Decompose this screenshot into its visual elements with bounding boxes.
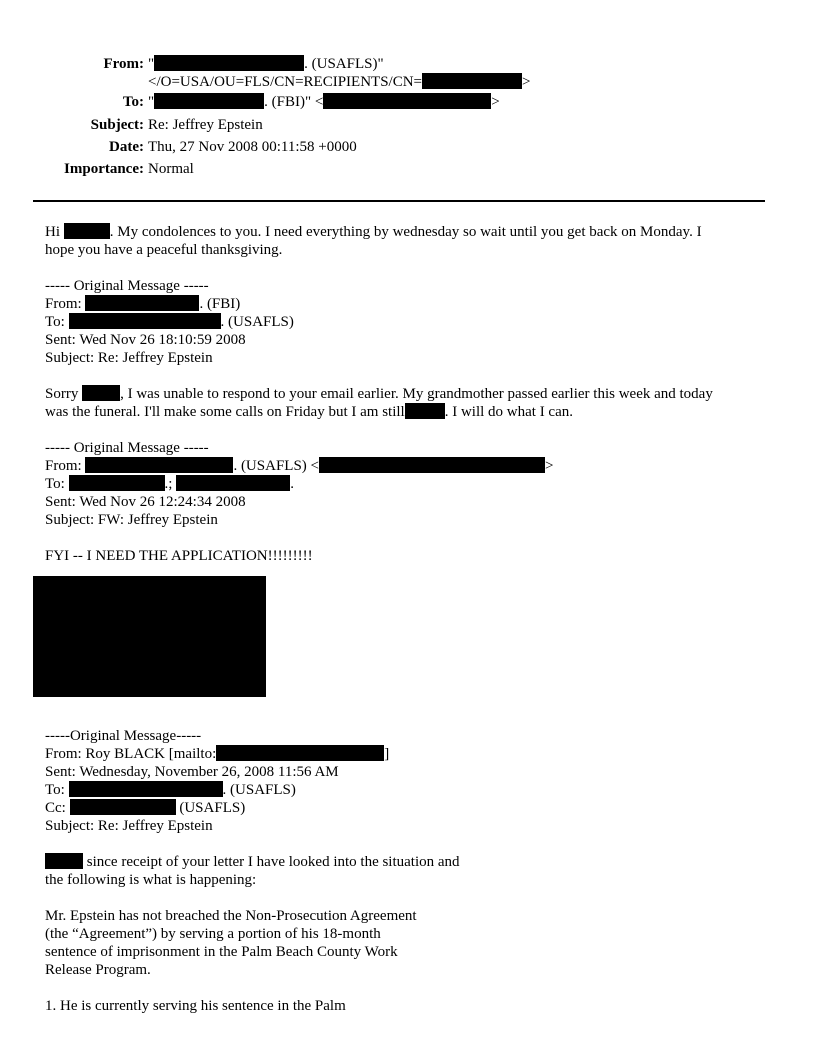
redaction — [69, 313, 221, 329]
message-separator: ----- Original Message ----- — [45, 440, 209, 456]
subject-line: Subject: Re: Jeffrey Epstein — [45, 818, 213, 834]
message-separator: ----- Original Message ----- — [45, 278, 209, 294]
body-line: sentence of imprisonment in the Palm Beach County Work — [45, 944, 398, 960]
subject-line: Subject: Re: Jeffrey Epstein — [45, 350, 213, 366]
redaction — [64, 223, 110, 239]
sent-line: Sent: Wed Nov 26 12:24:34 2008 — [45, 494, 246, 510]
subject-line: Subject: FW: Jeffrey Epstein — [45, 512, 218, 528]
redaction — [69, 475, 165, 491]
redaction — [69, 781, 223, 797]
sent-line: Sent: Wed Nov 26 18:10:59 2008 — [45, 332, 246, 348]
body-line: (the “Agreement”) by serving a portion of his 18-month — [45, 926, 381, 942]
redaction — [176, 475, 290, 491]
body-line: hope you have a peaceful thanksgiving. — [45, 242, 283, 258]
subject-label: Subject: — [90, 117, 144, 133]
redaction — [85, 295, 199, 311]
from-label: From: — [103, 56, 144, 72]
to-value: " . (FBI)" < > — [148, 94, 500, 110]
redaction — [319, 457, 545, 473]
redaction — [70, 799, 176, 815]
redaction — [85, 457, 233, 473]
to-line: To: .; . — [45, 476, 294, 492]
message-separator: -----Original Message----- — [45, 728, 202, 744]
body-line: Mr. Epstein has not breached the Non-Prosecution Agreement — [45, 908, 417, 924]
redaction — [323, 93, 491, 109]
redaction — [422, 73, 522, 89]
from-line: From: . (FBI) — [45, 296, 241, 312]
body-line: Sorry , I was unable to respond to your email earlier. My grandmother passed earlier this week and today — [45, 386, 713, 402]
fyi-line: FYI -- I NEED THE APPLICATION!!!!!!!!! — [45, 548, 313, 564]
redaction — [82, 385, 120, 401]
redaction — [216, 745, 384, 761]
body-line: since receipt of your letter I have looked into the situation and — [45, 853, 460, 871]
header-divider — [33, 200, 765, 202]
from-line: From: Roy BLACK [mailto: ] — [45, 746, 390, 762]
date-label: Date: — [109, 139, 144, 155]
redaction — [405, 403, 445, 419]
body-line: was the funeral. I'll make some calls on Friday but I am still . I will do what I can. — [45, 404, 574, 420]
importance-value: Normal — [148, 161, 194, 177]
from-line: From: . (USAFLS) < > — [45, 458, 554, 474]
redacted-block — [33, 576, 266, 697]
body-line: Hi . My condolences to you. I need everything by wednesday so wait until you get back on Monday. I — [45, 224, 702, 240]
redaction — [154, 93, 264, 109]
cc-line: Cc: (USAFLS) — [45, 800, 246, 816]
body-line: the following is what is happening: — [45, 872, 257, 888]
from-value: " . (USAFLS)" — [148, 56, 384, 72]
to-line: To: . (USAFLS) — [45, 782, 296, 798]
body-line: 1. He is currently serving his sentence in the Palm — [45, 998, 346, 1014]
subject-value: Re: Jeffrey Epstein — [148, 117, 263, 133]
to-line: To: . (USAFLS) — [45, 314, 294, 330]
to-label: To: — [122, 94, 144, 110]
sent-line: Sent: Wednesday, November 26, 2008 11:56 AM — [45, 764, 339, 780]
importance-label: Importance: — [64, 161, 144, 177]
redaction — [45, 853, 83, 869]
date-value: Thu, 27 Nov 2008 00:11:58 +0000 — [148, 139, 357, 155]
from-address: </O=USA/OU=FLS/CN=RECIPIENTS/CN= > — [148, 74, 531, 90]
redaction — [154, 55, 304, 71]
body-line: Release Program. — [45, 962, 151, 978]
